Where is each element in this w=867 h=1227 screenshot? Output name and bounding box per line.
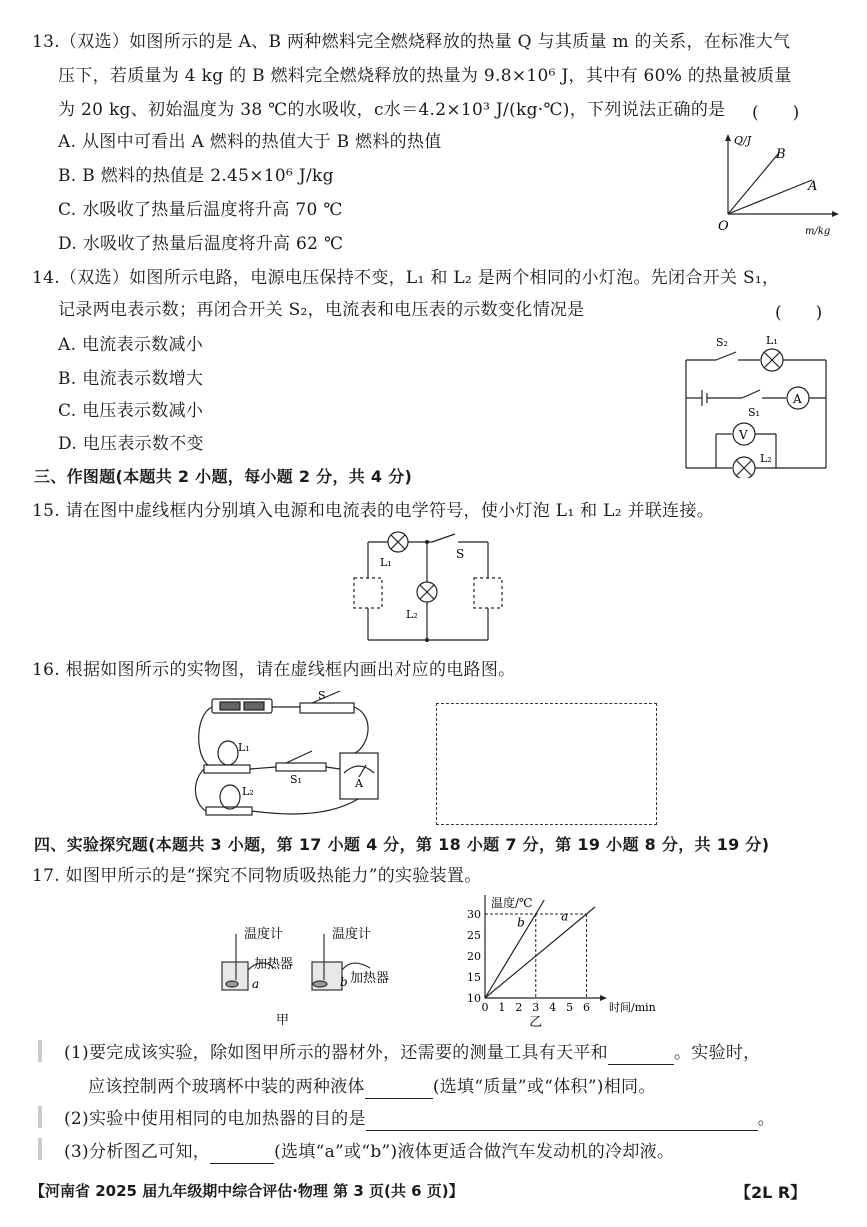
q14-answer-paren: ( )	[775, 303, 823, 323]
q16-text: 16. 根据如图所示的实物图，请在虚线框内画出对应的电路图。	[32, 660, 516, 680]
chart-series-label-a: a	[561, 909, 569, 924]
q17-sub1-text-a: (1)要完成该实验，除如图甲所示的器材外，还需要的测量工具有天平和	[64, 1043, 608, 1063]
q17-sub1-text-d: (选填“质量”或“体积”)相同。	[432, 1077, 656, 1097]
q13-line3: 为 20 kg、初始温度为 38 ℃的水吸收，c水＝4.2×10³ J/(kg·℃)，下列说法正确的是	[58, 100, 726, 120]
q14-line2: 记录两电表示数；再闭合开关 S₂，电流表和电压表的示数变化情况是	[58, 300, 585, 320]
q13-graph-label-a: A	[808, 179, 818, 194]
q16-physical-circuit-photo	[190, 685, 390, 820]
chart-x-tick-6: 6	[583, 1001, 591, 1014]
q13-answer-paren: ( )	[752, 103, 800, 123]
q17-heater-label-1: 加热器	[254, 957, 294, 972]
footer-version-code: 【2L R】	[735, 1183, 807, 1202]
q17-sub2-row	[64, 1107, 775, 1131]
chart-y-tick-15: 15	[467, 971, 481, 984]
q17-thermometer-label-1: 温度计	[244, 927, 284, 942]
q15-label-l2: L₂	[406, 608, 418, 621]
q17-sub1-text-b: 。实验时，	[673, 1043, 761, 1063]
q17-sub1-row2	[88, 1075, 656, 1099]
q17-temperature-time-chart	[455, 895, 685, 1030]
q14-ammeter-symbol: A	[793, 392, 802, 406]
q17-sub1-blank-2[interactable]	[365, 1080, 433, 1099]
q14-label-s2: S₂	[716, 336, 728, 349]
scan-margin-mark-1	[38, 1040, 42, 1062]
q17-thermometer-label-2: 温度计	[332, 927, 372, 942]
section-3-heading: 三、作图题(本题共 2 小题，每小题 2 分，共 4 分)	[34, 467, 413, 486]
chart-series-line-a	[485, 907, 595, 998]
q17-sub1-row1	[64, 1041, 760, 1065]
chart-y-tick-10: 10	[467, 992, 481, 1005]
q15-circuit-diagram	[340, 530, 520, 650]
q15-label-l1: L₁	[380, 556, 392, 569]
chart-y-tick-20: 20	[467, 950, 481, 963]
q14-label-s1: S₁	[748, 406, 760, 419]
chart-y-tick-30: 30	[467, 908, 481, 921]
q16-label-s1: S₁	[290, 773, 302, 786]
chart-series-label-b: b	[517, 915, 525, 930]
q14-circuit-diagram	[676, 330, 836, 478]
q13-graph-xlabel: m/kg	[805, 226, 831, 237]
q17-sub1-text-c: 应该控制两个玻璃杯中装的两种液体	[88, 1077, 365, 1097]
q17-sub3-text-a: (3)分析图乙可知，	[64, 1142, 211, 1162]
q14-label-l2: L₂	[760, 452, 772, 465]
q17-sub2-text-a: (2)实验中使用相同的电加热器的目的是	[64, 1109, 366, 1129]
q14-voltmeter-symbol: V	[739, 428, 748, 442]
chart-x-tick-0: 0	[481, 1001, 489, 1014]
q16-answer-box[interactable]	[436, 703, 657, 825]
q16-ammeter-label: A	[355, 777, 363, 790]
q13-option-d: D. 水吸收了热量后温度将升高 62 ℃	[58, 234, 344, 254]
chart-x-tick-3: 3	[532, 1001, 540, 1014]
q15-text: 15. 请在图中虚线框内分别填入电源和电流表的电学符号，使小灯泡 L₁ 和 L₂ 并联连接。	[32, 501, 715, 521]
chart-x-tick-1: 1	[498, 1001, 506, 1014]
q16-label-s: S	[318, 689, 326, 702]
q15-label-s: S	[456, 547, 465, 561]
q13-line2: 压下，若质量为 4 kg 的 B 燃料完全燃烧释放的热量为 9.8×10⁶ J，其中有 60% 的热量被质量	[58, 66, 792, 86]
q13-line1: 13.（双选）如图所示的是 A、B 两种燃料完全燃烧释放的热量 Q 与其质量 m 的关系，在标准大气	[32, 32, 791, 52]
q14-option-b: B. 电流表示数增大	[58, 369, 204, 389]
q13-graph-ylabel: Q/J	[734, 134, 752, 147]
q13-option-b: B. B 燃料的热值是 2.45×10⁶ J/kg	[58, 166, 334, 186]
q17-heater-label-2: 加热器	[350, 971, 390, 986]
chart-ylabel: 温度/℃	[491, 896, 533, 910]
q17-figure-jia-caption: 甲	[276, 1013, 290, 1028]
chart-caption-yi: 乙	[529, 1015, 543, 1030]
q14-option-c: C. 电压表示数减小	[58, 401, 204, 421]
scan-margin-mark-2	[38, 1106, 42, 1128]
chart-x-tick-4: 4	[549, 1001, 557, 1014]
chart-x-axis-arrow	[600, 995, 607, 1001]
footer-exam-info: 【河南省 2025 届九年级期中综合评估·物理 第 3 页(共 6 页)】	[30, 1182, 464, 1200]
scan-margin-mark-3	[38, 1138, 42, 1160]
q17-sub3-blank[interactable]	[210, 1145, 274, 1164]
q13-heat-mass-graph	[700, 128, 850, 240]
q13-option-c: C. 水吸收了热量后温度将升高 70 ℃	[58, 200, 343, 220]
q17-apparatus-figure	[210, 920, 410, 1030]
q17-sub2-text-b: 。	[757, 1109, 776, 1129]
chart-xlabel: 时间/min	[609, 1001, 656, 1014]
chart-x-tick-5: 5	[566, 1001, 574, 1014]
q17-text: 17. 如图甲所示的是“探究不同物质吸热能力”的实验装置。	[32, 866, 482, 886]
q17-liquid-a-label: a	[252, 977, 260, 991]
chart-y-tick-25: 25	[467, 929, 481, 942]
q13-graph-origin: O	[718, 219, 729, 234]
q13-option-a: A. 从图中可看出 A 燃料的热值大于 B 燃料的热值	[58, 132, 442, 152]
q14-line1: 14.（双选）如图所示电路，电源电压保持不变，L₁ 和 L₂ 是两个相同的小灯泡。先闭合开关 S₁，	[32, 268, 780, 288]
chart-x-tick-2: 2	[515, 1001, 523, 1014]
q16-label-l1: L₁	[238, 741, 250, 754]
q17-sub1-blank-1[interactable]	[608, 1046, 674, 1065]
q17-sub3-row	[64, 1140, 674, 1164]
q14-option-a: A. 电流表示数减小	[58, 335, 204, 355]
q17-sub2-blank[interactable]	[366, 1112, 758, 1131]
q17-liquid-b-label: b	[340, 975, 348, 989]
q14-label-l1: L₁	[766, 334, 778, 347]
q13-graph-label-b: B	[776, 147, 786, 162]
q16-label-l2: L₂	[242, 785, 254, 798]
q14-option-d: D. 电压表示数不变	[58, 434, 204, 454]
section-4-heading: 四、实验探究题(本题共 3 小题，第 17 小题 4 分，第 18 小题 7 分，第 19 小题 8 分，共 19 分)	[34, 835, 770, 854]
q17-sub3-text-b: (选填“a”或“b”)液体更适合做汽车发动机的冷却液。	[274, 1142, 675, 1162]
